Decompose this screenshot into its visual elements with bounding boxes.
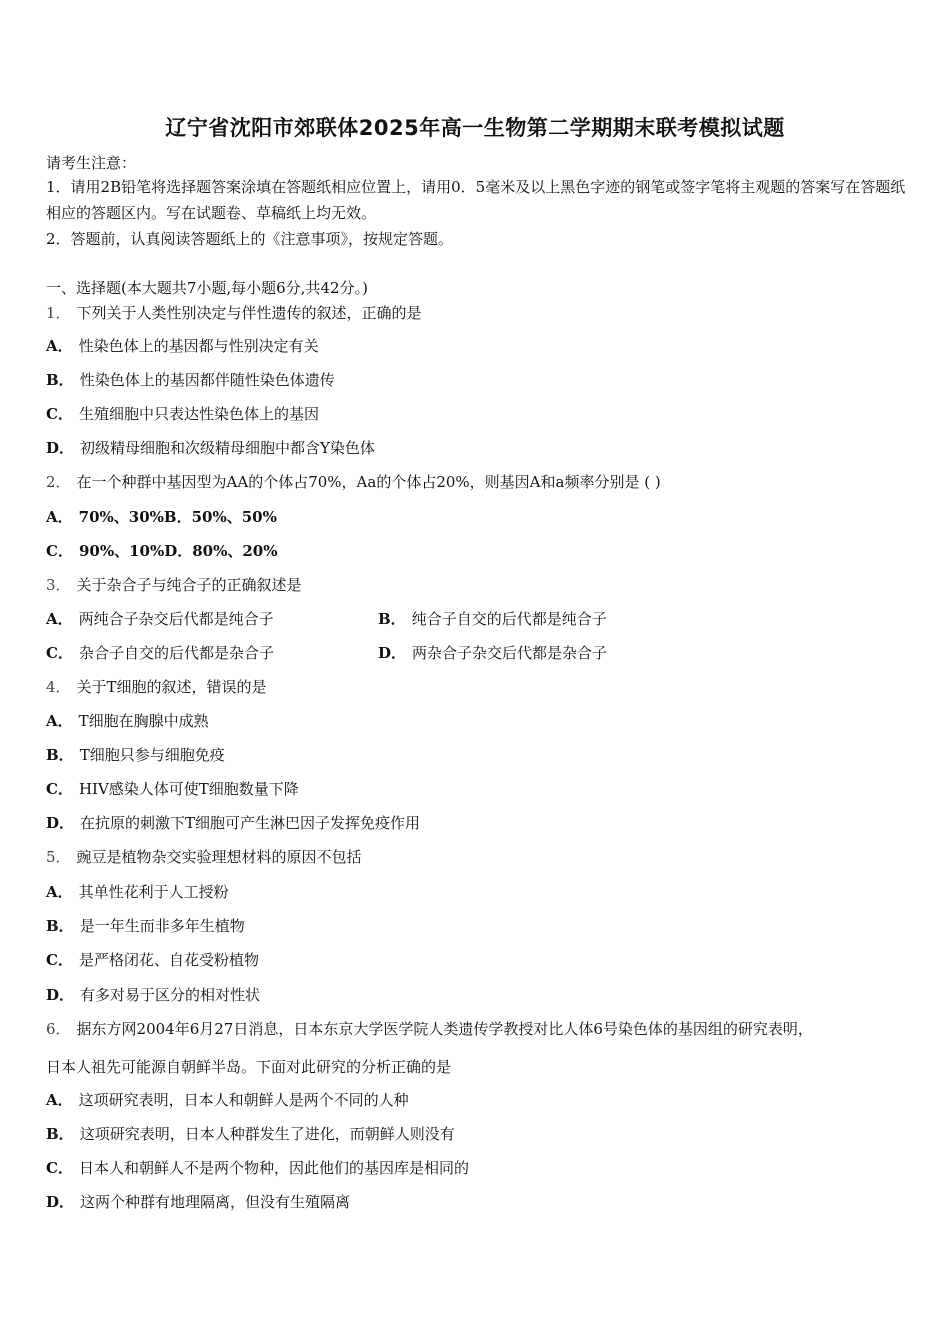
question-4 [46, 676, 267, 697]
question-number: 5． [46, 848, 71, 866]
q6-option-b[interactable] [46, 1123, 455, 1144]
option-text: 90%、10%D．80%、20% [78, 542, 278, 560]
section-heading: 一、选择题(本大题共7小题,每小题6分,共42分。) [46, 279, 368, 297]
option-label: D． [46, 986, 75, 1004]
notice-item-1: 1．请用2B铅笔将选择题答案涂填在答题纸相应位置上，请用0．5毫米及以上黑色字迹的钢笔或签字笔将主观题的答案写在答题纸相应的答题区内。写在试题卷、草稿纸上均无效。 [46, 178, 906, 222]
q4-option-a[interactable] [46, 710, 209, 731]
q3-option-d[interactable] [378, 642, 607, 663]
question-3 [46, 574, 302, 595]
notice-item-2: 2．答题前，认真阅读答题纸上的《注意事项》，按规定答题。 [46, 230, 454, 248]
question-text: 关于杂合子与纯合子的正确叙述是 [76, 576, 302, 594]
q5-option-b[interactable] [46, 915, 245, 936]
option-text: 生殖细胞中只表达性染色体上的基因 [78, 405, 319, 423]
question-text: 下列关于人类性别决定与伴性遗传的叙述，正确的是 [76, 304, 422, 322]
option-label: A． [46, 883, 73, 901]
option-label: C． [46, 951, 73, 969]
question-number: 2． [46, 473, 71, 491]
q4-option-b[interactable] [46, 744, 225, 765]
option-text: 两杂合子杂交后代都是杂合子 [412, 644, 608, 662]
option-label: A． [46, 1091, 73, 1109]
q3-option-b[interactable] [378, 608, 607, 629]
q6-option-c[interactable] [46, 1157, 469, 1178]
option-label: A． [46, 337, 73, 355]
option-label: C． [46, 405, 73, 423]
q5-option-c[interactable] [46, 949, 259, 970]
option-text: 这项研究表明，日本人种群发生了进化，而朝鲜人则没有 [79, 1125, 455, 1143]
option-text: 其单性花利于人工授粉 [78, 883, 229, 901]
q6-option-d[interactable] [46, 1191, 350, 1212]
option-text: 是严格闭花、自花受粉植物 [78, 951, 259, 969]
option-label: D． [46, 814, 75, 832]
option-text: 有多对易于区分的相对性状 [80, 986, 261, 1004]
option-text: 是一年生而非多年生植物 [79, 917, 245, 935]
option-label: C． [46, 1159, 73, 1177]
question-text: 据东方网2004年6月27日消息，日本东京大学医学院人类遗传学教授对比人体6号染色体的基因组的研究表明， [76, 1020, 813, 1038]
q1-option-b[interactable] [46, 369, 335, 390]
option-label: A． [46, 712, 73, 730]
option-label: B． [378, 610, 406, 628]
q5-option-d[interactable] [46, 984, 260, 1005]
option-text: 这项研究表明，日本人和朝鲜人是两个不同的人种 [78, 1091, 409, 1109]
option-label: B． [46, 917, 74, 935]
question-number: 4． [46, 678, 71, 696]
question-text: 在一个种群中基因型为AA的个体占70%，Aa的个体占20%，则基因A和a频率分别是 ( ) [76, 473, 661, 491]
option-text: T细胞在胸腺中成熟 [78, 712, 209, 730]
q5-option-a[interactable] [46, 881, 229, 902]
exam-title: 辽宁省沈阳市郊联体2025年高一生物第二学期期末联考模拟试题 [165, 116, 785, 140]
notice-heading: 请考生注意： [46, 154, 137, 172]
question-5 [46, 846, 362, 867]
option-text: 在抗原的刺激下T细胞可产生淋巴因子发挥免疫作用 [80, 814, 421, 832]
q3-option-c[interactable] [46, 642, 274, 663]
question-number: 3． [46, 576, 71, 594]
q1-option-a[interactable] [46, 335, 319, 356]
option-text: 杂合子自交的后代都是杂合子 [78, 644, 274, 662]
question-text: 豌豆是植物杂交实验理想材料的原因不包括 [76, 848, 362, 866]
option-label: B． [46, 746, 74, 764]
option-text: 性染色体上的基因都伴随性染色体遗传 [79, 371, 335, 389]
q3-option-a[interactable] [46, 608, 274, 629]
q1-option-d[interactable] [46, 437, 375, 458]
question-number: 6． [46, 1020, 71, 1038]
option-label: A． [46, 508, 73, 526]
q4-option-c[interactable] [46, 778, 299, 799]
q1-option-c[interactable] [46, 403, 319, 424]
q2-option-c-d[interactable] [46, 540, 277, 561]
option-text: 70%、30%B．50%、50% [78, 508, 277, 526]
option-label: D． [46, 1193, 75, 1211]
q2-option-a-b[interactable] [46, 506, 277, 527]
question-6-continued: 日本人祖先可能源自朝鲜半岛。下面对此研究的分析正确的是 [46, 1058, 452, 1076]
option-label: D． [46, 439, 75, 457]
question-1 [46, 302, 422, 323]
option-text: 这两个种群有地理隔离，但没有生殖隔离 [80, 1193, 351, 1211]
option-label: B． [46, 371, 74, 389]
question-6 [46, 1018, 813, 1039]
option-label: B． [46, 1125, 74, 1143]
option-label: A． [46, 610, 73, 628]
option-text: 初级精母细胞和次级精母细胞中都含Y染色体 [80, 439, 375, 457]
option-text: 两纯合子杂交后代都是纯合子 [78, 610, 274, 628]
question-number: 1． [46, 304, 71, 322]
question-text: 关于T细胞的叙述，错误的是 [76, 678, 267, 696]
option-label: D． [378, 644, 407, 662]
option-text: 性染色体上的基因都与性别决定有关 [78, 337, 319, 355]
option-text: T细胞只参与细胞免疫 [79, 746, 225, 764]
option-label: C． [46, 644, 73, 662]
option-text: 日本人和朝鲜人不是两个物种，因此他们的基因库是相同的 [78, 1159, 469, 1177]
option-text: 纯合子自交的后代都是纯合子 [411, 610, 607, 628]
q4-option-d[interactable] [46, 812, 420, 833]
question-2 [46, 471, 661, 492]
q6-option-a[interactable] [46, 1089, 409, 1110]
option-label: C． [46, 780, 73, 798]
option-label: C． [46, 542, 73, 560]
option-text: HIV感染人体可使T细胞数量下降 [78, 780, 299, 798]
